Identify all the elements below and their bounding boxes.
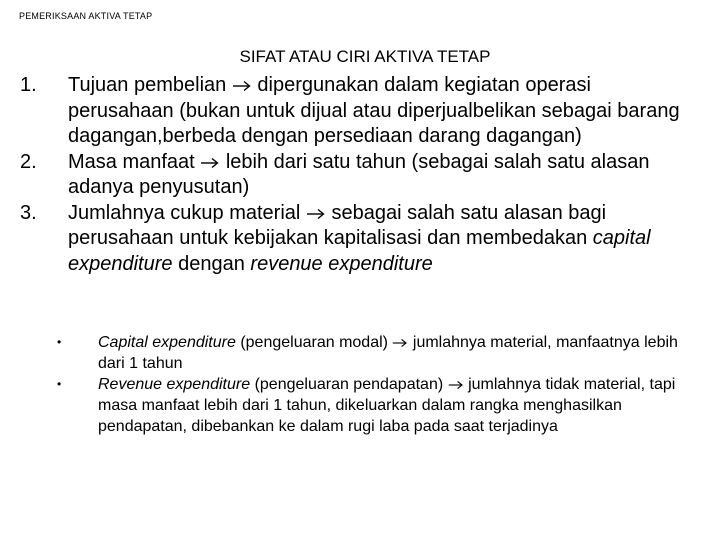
arrow-right-icon	[200, 157, 220, 169]
bullet-paren: (pengeluaran pendapatan)	[254, 376, 444, 393]
list-number: 1.	[20, 74, 37, 96]
slide-header: PEMERIKSAAN AKTIVA TETAP	[19, 11, 153, 21]
bullet-item-1	[57, 332, 697, 374]
numbered-list	[20, 73, 700, 277]
bullet-text: jumlahnya tidak material, tapi masa manfaat lebih dari 1 tahun, dikeluarkan dalam rangka menghasilkan pendapatan, dibebankan ke dalam rugi laba pada saat terjadinya	[98, 376, 676, 435]
arrow-right-icon	[306, 208, 326, 220]
arrow-right-icon	[392, 338, 408, 348]
list-item-1	[20, 73, 700, 150]
list-number: 3.	[20, 201, 37, 224]
item-text: sebagai salah satu alasan bagi perusahaan untuk kebijakan kapitalisasi dan membedakan	[68, 201, 607, 249]
term-revenue-expenditure: revenue expenditure	[250, 252, 433, 275]
bullet-paren: (pengeluaran modal)	[240, 334, 388, 351]
bullet-list	[57, 332, 697, 437]
item-text: Tujuan pembelian	[68, 74, 227, 96]
item-text: dipergunakan dalam kegiatan operasi perusahaan (bukan untuk dijual atau diperjualbelikan sebagai barang dagangan,berbeda dengan persediaan darang dagangan)	[68, 74, 680, 147]
list-item-3	[20, 201, 700, 278]
bullet-term: Revenue expenditure	[98, 376, 251, 393]
item-text: dengan	[178, 252, 245, 275]
bullet-text: jumlahnya material, manfaatnya lebih dari 1 tahun	[98, 334, 678, 372]
item-text: Masa manfaat	[68, 150, 195, 173]
bullet-term: Capital expenditure	[98, 334, 236, 351]
list-item-2	[20, 150, 700, 201]
bullet-item-2	[57, 374, 697, 437]
list-number: 2.	[20, 150, 37, 173]
bullet-symbol: •	[57, 377, 62, 391]
item-text: Jumlahnya cukup material	[68, 201, 301, 224]
item-text: lebih dari satu tahun (sebagai salah satu alasan adanya penyusutan)	[68, 150, 650, 198]
bullet-symbol: •	[57, 335, 62, 349]
slide-title: SIFAT ATAU CIRI AKTIVA TETAP	[239, 47, 491, 66]
term-capital-expenditure: capital expenditure	[68, 227, 651, 275]
arrow-right-icon	[232, 80, 252, 92]
arrow-right-icon	[448, 380, 464, 390]
